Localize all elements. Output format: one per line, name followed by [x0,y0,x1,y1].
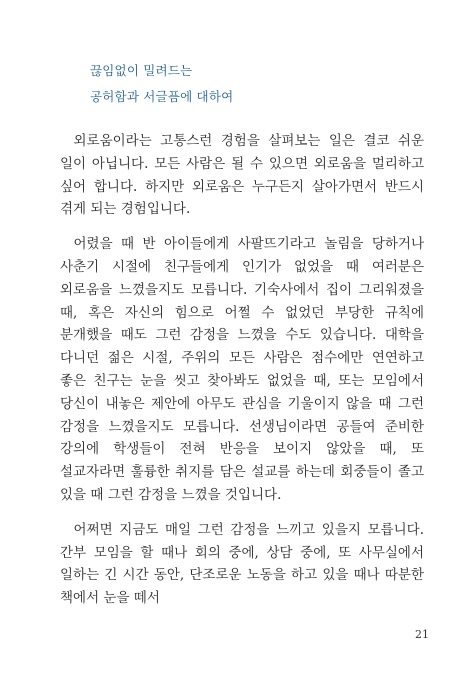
page-number: 21 [415,628,429,641]
body-text [60,130,424,622]
paragraph-1: 외로움이라는 고통스런 경험을 살펴보는 일은 결코 쉬운 일이 아닙니다. 모든 사람은 될 수 있으면 외로움을 멀리하고 싶어 합니다. 하지만 외로움은 누구든지 살아가면서 반드시 겪게 되는 경험입니다. [60,133,424,218]
chapter-heading [90,58,233,110]
heading-line-2: 공허함과 서글픔에 대하여 [90,89,234,104]
paragraph-2: 어렸을 때 반 아이들에게 사팔뜨기라고 놀림을 당하거나 사춘기 시절에 친구들에게 인기가 없었을 때 여러분은 외로움을 느꼈을지도 모릅니다. 기숙사에서 집이 그리워졌을 때, 혹은 자신의 힘으로 어쩔 수 없었던 부당한 규칙에 분개했을 때도 그런 감정을 느꼈을 수도 있습니다. 대학을 다니던 젊은 시절, 주위의 모든 사람은 점수에만 연연하고 좋은 친구는 눈을 씻고 찾아봐도 없었을 때, 또는 모임에서 당신이 내놓은 제안에 아무도 관심을 기울이지 않을 때 그런 감정을 느꼈을지도 모릅니다. 선생님이라면 공들여 준비한 강의에 학생들이 전혀 반응을 보이지 않았을 때, 또 설교자라면 훌륭한 취지를 담은 설교를 하는데 회중들이 졸고 있을 때 그런 감정을 느꼈을 것입니다. [60,236,424,503]
heading-line-1: 끊임없이 밀려드는 [90,63,193,78]
paragraph-3: 어쩌면 지금도 매일 그런 감정을 느끼고 있을지 모릅니다. 간부 모임을 할 때나 회의 중에, 상담 중에, 또 사무실에서 일하는 긴 시간 동안, 단조로운 노동을 하고 있을 때나 따분한 책에서 눈을 떼서 [60,521,424,607]
